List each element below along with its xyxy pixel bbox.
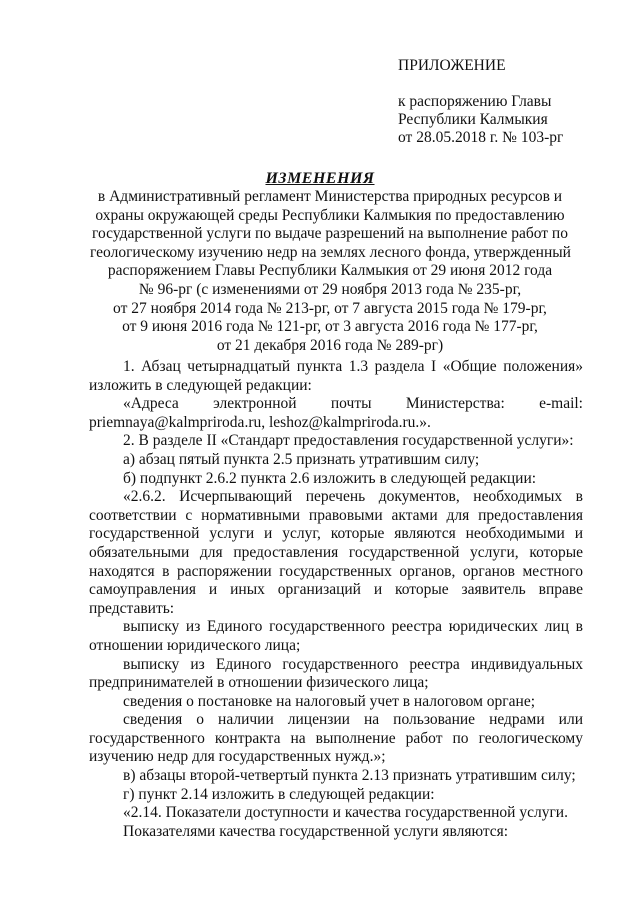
subtitle-line: от 27 ноября 2014 года № 213-рг, от 7 августа 2015 года № 179-рг, xyxy=(113,299,547,317)
body-line: а) абзац пятый пункта 2.5 признать утратившим силу; xyxy=(123,450,480,468)
body-line: сведения о наличии лицензии на пользование недрами или xyxy=(123,711,583,729)
body-line: Показателями качества государственной услуги являются: xyxy=(123,822,509,840)
subtitle-line: в Административный регламент Министерства природных ресурсов и xyxy=(97,188,563,205)
appendix-line: от 28.05.2018 г. № 103-рг xyxy=(398,129,564,146)
body-line: в) абзацы второй-четвертый пункта 2.13 признать утратившим силу; xyxy=(123,767,576,785)
subtitle-line: геологическому изучению недр на землях лесного фонда, утвержденный xyxy=(90,243,571,261)
subtitle-line: охраны окружающей среды Республики Калмыкия по предоставлению xyxy=(95,206,565,224)
body-line: 2. В разделе II «Стандарт предоставления государственной услуги»: xyxy=(123,432,574,450)
body-line: государственного контракта на выполнение работ по геологическому xyxy=(89,729,583,747)
body-line: представить: xyxy=(89,599,175,617)
body-line: изучению недр для государственных нужд.»; xyxy=(89,748,386,766)
subtitle-line: государственной услуги по выдаче разрешений на выполнение работ по xyxy=(92,225,568,243)
subtitle-line: от 9 июня 2016 года № 121-рг, от 3 августа 2016 года № 177-рг, xyxy=(122,318,538,336)
body-line: сведения о постановке на налоговый учет в налоговом органе; xyxy=(123,692,536,710)
body-line: выписку из Единого государственного реестра юридических лиц в xyxy=(123,618,583,636)
body-line: государственной услуги и услуг, которые являются необходимыми и xyxy=(89,525,583,543)
document-body xyxy=(89,358,583,841)
body-line: выписку из Единого государственного реестра индивидуальных xyxy=(123,655,583,673)
appendix-title: ПРИЛОЖЕНИЕ xyxy=(398,57,506,74)
body-line: изложить в следующей редакции: xyxy=(89,376,312,394)
body-line: «2.14. Показатели доступности и качества государственной услуги. xyxy=(123,804,568,822)
appendix-line: Республики Калмыкия xyxy=(398,111,548,128)
document-title: ИЗМЕНЕНИЯ xyxy=(265,170,375,187)
body-line: соответствии с нормативными правовыми актами для предоставления xyxy=(89,506,583,524)
appendix-block xyxy=(398,57,618,147)
body-line: обязательными для предоставления государственной услуги, которые xyxy=(89,543,583,561)
subtitle-line: № 96-рг (с изменениями от 29 ноября 2013 года № 235-рг, xyxy=(138,280,522,298)
subtitle-line: распоряжением Главы Республики Калмыкия от 29 июня 2012 года xyxy=(107,262,553,280)
body-line: г) пункт 2.14 изложить в следующей редакции: xyxy=(123,785,435,803)
body-line: «Адреса электронной почты Министерства: e-mail: xyxy=(123,395,583,413)
body-line: «2.6.2. Исчерпывающий перечень документов, необходимых в xyxy=(123,488,583,506)
body-line: самоуправления и иных организаций и которые заявитель вправе xyxy=(89,581,583,599)
subtitle-line: от 21 декабря 2016 года № 289-рг) xyxy=(216,336,444,354)
appendix-line: к распоряжению Главы xyxy=(398,93,552,110)
body-line: отношении юридического лица; xyxy=(89,636,301,654)
document-subtitle xyxy=(90,188,570,355)
body-line: 1. Абзац четырнадцатый пункта 1.3 раздела I «Общие положения» xyxy=(123,358,583,375)
body-line: находятся в распоряжении государственных органов, органов местного xyxy=(89,562,583,580)
body-line: предпринимателей в отношении физического лица; xyxy=(89,674,429,692)
body-line: б) подпункт 2.6.2 пункта 2.6 изложить в следующей редакции: xyxy=(123,469,537,487)
body-line: priemnaya@kalmpriroda.ru, leshoz@kalmpriroda.ru.». xyxy=(89,413,431,431)
